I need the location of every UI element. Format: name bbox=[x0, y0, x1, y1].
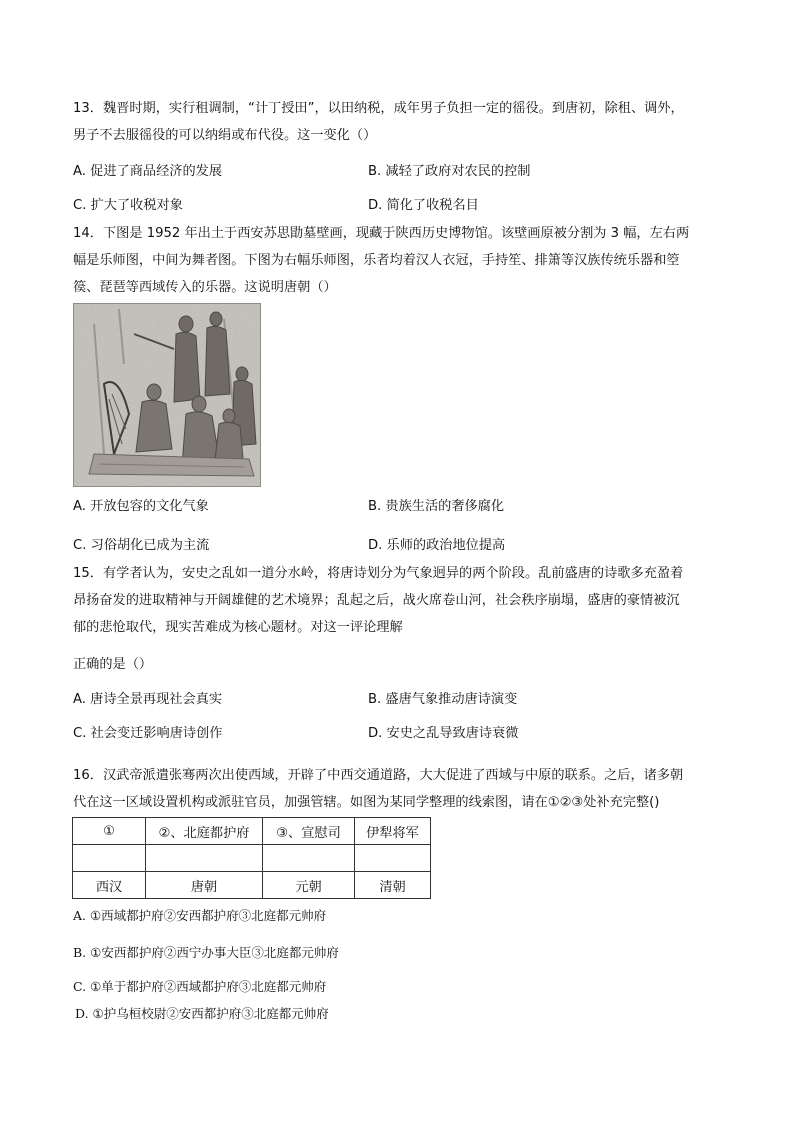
table-row bbox=[73, 872, 431, 899]
q13-stem-line1: 13．魏晋时期，实行租调制，“计丁授田”，以田纳税，成年男子负担一定的徭役。到唐初，除租、调外， bbox=[73, 101, 684, 116]
q15-option-d: D. 安史之乱导致唐诗衰微 bbox=[368, 726, 519, 741]
q16-option-d: D. ①护乌桓校尉②安西都护府③北庭都元帅府 bbox=[75, 1006, 329, 1021]
q15-stem-line3: 郁的悲怆取代，现实苦难成为核心题材。对这一评论理解 bbox=[73, 620, 403, 635]
table-cell-4: 伊犁将军 bbox=[355, 818, 431, 845]
table-cell-empty bbox=[73, 845, 146, 872]
q14-stem-line3: 篌、琵琶等西域传入的乐器。这说明唐朝（） bbox=[73, 280, 337, 295]
musicians-mural-image bbox=[73, 303, 261, 487]
q13-option-d: D. 简化了收税名目 bbox=[368, 198, 479, 213]
q16-option-a: A. ①西域都护府②安西都护府③北庭都元帅府 bbox=[73, 908, 327, 923]
q14-option-b: B. 贵族生活的奢侈腐化 bbox=[368, 499, 505, 514]
table-cell-2: ②、北庭都护府 bbox=[146, 818, 263, 845]
q14-option-a: A. 开放包容的文化气象 bbox=[73, 499, 209, 514]
q15-stem-line2: 昂扬奋发的进取精神与开阔雄健的艺术境界；乱起之后，战火席卷山河，社会秩序崩塌，盛唐的豪情被沉 bbox=[73, 593, 680, 608]
q15-stem-line1: 15．有学者认为，安史之乱如一道分水岭，将唐诗划分为气象迥异的两个阶段。乱前盛唐的诗歌多充盈着 bbox=[73, 566, 684, 581]
q16-stem-line1: 16．汉武帝派遣张骞两次出使西域，开辟了中西交通道路，大大促进了西域与中原的联系。之后，诸多朝 bbox=[73, 768, 684, 783]
q16-option-c: C. ①单于都护府②西域都护府③北庭都元帅府 bbox=[73, 979, 327, 994]
q13-stem-line2: 男子不去服徭役的可以纳绢或布代役。这一变化（） bbox=[73, 128, 377, 143]
q14-stem-line1: 14．下图是 1952 年出土于西安苏思勖墓壁画，现藏于陕西历史博物馆。该壁画原被分割为 3 幅，左右两 bbox=[73, 226, 690, 241]
table-cell-dynasty: 清朝 bbox=[355, 872, 431, 899]
table-cell-3: ③、宣慰司 bbox=[263, 818, 355, 845]
q16-stem-line2: 代在这一区域设置机构或派驻官员，加强管辖。如图为某同学整理的线索图，请在①②③处补充完整() bbox=[73, 795, 660, 810]
q13-option-a: A. 促进了商品经济的发展 bbox=[73, 164, 223, 179]
table-cell-empty bbox=[355, 845, 431, 872]
q14-option-c: C. 习俗胡化已成为主流 bbox=[73, 538, 210, 553]
q14-option-d: D. 乐师的政治地位提高 bbox=[368, 538, 506, 553]
clue-table bbox=[72, 817, 431, 899]
q14-stem-line2: 幅是乐师图，中间为舞者图。下图为右幅乐师图，乐者均着汉人衣冠，手持笙、排箫等汉族传统乐器和箜 bbox=[73, 253, 680, 268]
table-cell-dynasty: 唐朝 bbox=[146, 872, 263, 899]
table-cell-dynasty: 西汉 bbox=[73, 872, 146, 899]
q15-option-c: C. 社会变迁影响唐诗创作 bbox=[73, 726, 223, 741]
q13-option-b: B. 减轻了政府对农民的控制 bbox=[368, 164, 531, 179]
q13-option-c: C. 扩大了收税对象 bbox=[73, 198, 183, 213]
q15-stem-line4: 正确的是（） bbox=[73, 657, 153, 672]
table-cell-dynasty: 元朝 bbox=[263, 872, 355, 899]
table-cell-empty bbox=[146, 845, 263, 872]
table-cell-empty bbox=[263, 845, 355, 872]
table-row bbox=[73, 845, 431, 872]
q15-option-a: A. 唐诗全景再现社会真实 bbox=[73, 692, 223, 707]
q16-option-b: B. ①安西都护府②西宁办事大臣③北庭都元帅府 bbox=[73, 945, 339, 960]
table-cell-1: ① bbox=[73, 818, 146, 845]
q15-option-b: B. 盛唐气象推动唐诗演变 bbox=[368, 692, 518, 707]
table-row bbox=[73, 818, 431, 845]
